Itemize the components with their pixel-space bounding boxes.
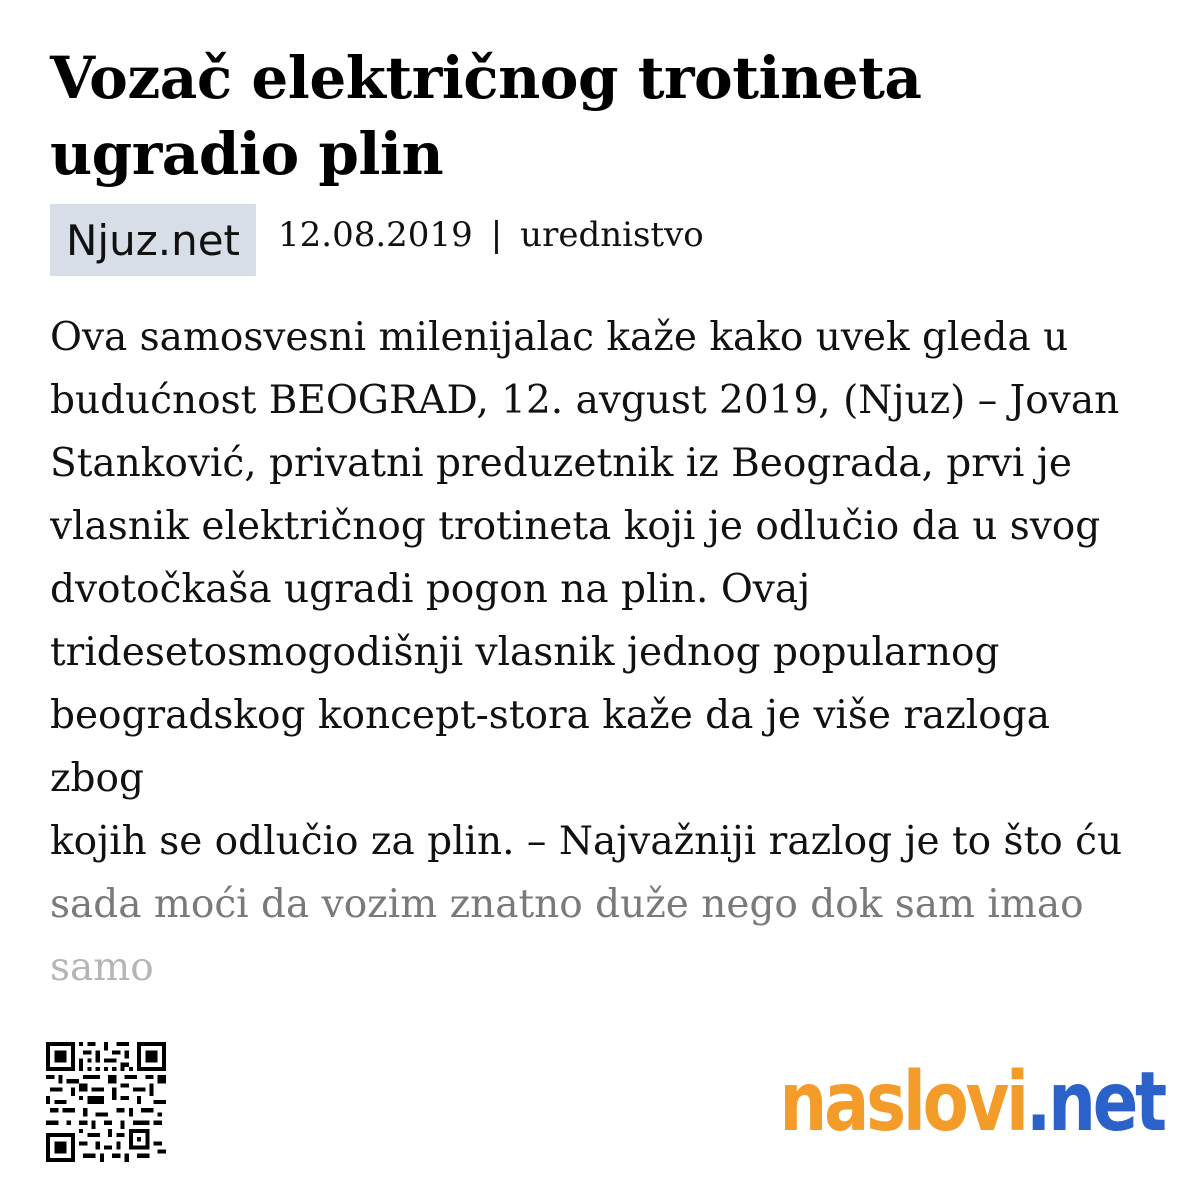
logo-dot: . (1025, 1055, 1049, 1150)
publish-date: 12.08.2019 (278, 215, 473, 255)
logo-net: net (1048, 1055, 1164, 1150)
author-name: urednistvo (520, 215, 704, 255)
qr-code-graphic (46, 1040, 166, 1164)
naslovi-net-logo[interactable] (779, 1055, 1164, 1150)
body-line: Stanković, privatni preduzetnik iz Beograda, prvi je (50, 441, 1072, 486)
body-line-faded: samo (50, 945, 154, 990)
body-line: beogradskog koncept-stora kaže da je više razloga zbog (50, 693, 1050, 801)
qr-code-icon[interactable] (46, 1040, 166, 1164)
body-line: kojih se odlučio za plin. – Najvažniji razlog je to što ću (50, 819, 1123, 864)
body-line-faded: sada moći da vozim znatno duže nego dok sam imao (50, 882, 1084, 927)
body-line: budućnost BEOGRAD, 12. avgust 2019, (Njuz) – Jovan (50, 378, 1120, 423)
body-line: dvotočkaša ugradi pogon na plin. Ovaj (50, 567, 811, 612)
article-body (50, 306, 1150, 999)
article-meta (50, 204, 1150, 276)
article-title-line-2: ugradio plin (50, 120, 444, 188)
body-line: vlasnik električnog trotineta koji je odlučio da u svog (50, 504, 1101, 549)
body-line: Ova samosvesni milenijalac kaže kako uvek gleda u (50, 315, 1069, 360)
body-line: tridesetosmogodišnji vlasnik jednog popularnog (50, 630, 1000, 675)
article-title[interactable] (50, 40, 1150, 192)
article-card (50, 40, 1150, 999)
source-badge[interactable]: Njuz.net (50, 204, 256, 276)
meta-separator: | (490, 215, 503, 255)
article-title-line-1: Vozač električnog trotineta (50, 44, 922, 112)
logo-naslovi: naslovi (779, 1055, 1026, 1150)
